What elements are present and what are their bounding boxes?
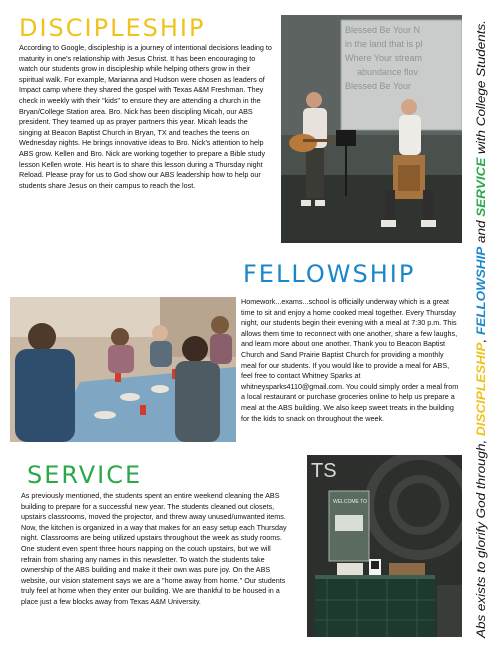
- wall-letters: TS: [311, 460, 337, 482]
- worship-photo-art: [281, 15, 462, 243]
- service-paragraph: As previously mentioned, the students spent an entire weekend cleaning the ABS building to prepare for a successful new year. The students cleaned out closets, upstairs classrooms, moved the projector, and threw away unused/unwanted items. Now, the kitchen is organized in a way that makes for an easy setup each Thursday night. Classrooms are being utilized upstairs throughout the week as study rooms. One student even spent three hours napping on the couch upstairs, but we will refrain from sharing any names in this newsletter. To watch the students take ownership of the ABS building and make it their own was pure joy. On the ABS website, our vision statement says we are a "home away from home." Our students truly feel at home when they enter our building. We are thankful to be housed in a place just a few blocks away from Texas A&M University.: [21, 491, 287, 606]
- meal-photo: [10, 297, 236, 442]
- projected-line: abundance flov: [357, 67, 419, 77]
- building-photo: [307, 455, 462, 637]
- motto-part1: Abs exists to glorify God through,: [474, 458, 488, 638]
- discipleship-heading: DISCIPLESHIP: [19, 14, 206, 42]
- motto-fellowship: FELLOWSHIP: [474, 255, 488, 335]
- fellowship-paragraph: Homework...exams...school is officially underway which is a great time to sit and enjoy a home cooked meal together. Every Thursday night, our students begin their evening with a meal at 7:30 p.m. This allows them time to reconnect with one another, share a few laughs, and learn more about one another. Thank you to Beacon Baptist Church and Sand Prairie Baptist Church for providing a monthly meal for our students. If you would like to provide a meal for ABS, feel free to contact Whitney Sparks at whitneysparks4110@gmail.com. You could simply order a meal from a local restaurant or purchase groceries online to help us prepare a meal at the ABS building. We also keep sweet treats in the building for the kids to snack on throughout the week.: [241, 297, 459, 423]
- side-motto: [470, 18, 492, 640]
- motto-sep2: and: [474, 223, 488, 247]
- motto-service: SERVICE: [474, 163, 488, 217]
- motto-discipleship: DISCIPLESHIP: [474, 351, 488, 436]
- meal-photo-art: [10, 297, 236, 442]
- building-photo-art: [307, 455, 462, 637]
- welcome-sign: WELCOME TO: [333, 499, 367, 505]
- motto-sep1: ,: [474, 339, 488, 343]
- discipleship-paragraph: According to Google, discipleship is a journey of intentional decisions leading to maturity in one's relationship with Jesus Christ. It has been encouraging to watch our students grow in discipleship while helping others grow in their spiritual walk. For example, Marianna and Hudson were chosen as leaders of Impact camp where they shared the gospel with Texas A&M Freshman. They check in weekly with their "kids" to ensure they are attending a church in the Bryan/College Station area. Bro. Nick has been discipling Micah, our ABS president. They teamed up as prayer partners this year. Micah leads the singing at Beacon Baptist Church in Bryan, TX and teaches the teens on Wednesday nights. He brings innovative ideas to Bro. Nick's attention to help ABS grow. Kellen and Bro. Nick are working together to prepare a Bible study lesson Kellen wrote. His heart is to share this lesson during a Thursday night Reload. Please pray for us to God show our ABS leadership how to help our students share Jesus on their campus to reach the lost.: [19, 43, 272, 190]
- projected-line: Blessed Be Your N: [345, 25, 421, 35]
- projected-line: in the land that is pl: [345, 39, 423, 49]
- projected-line: Where Your stream: [345, 53, 423, 63]
- motto-part2: with College Students.: [474, 32, 488, 154]
- service-heading: SERVICE: [27, 461, 143, 489]
- worship-photo: [281, 15, 462, 243]
- projected-line: Blessed Be Your: [345, 81, 412, 91]
- side-motto-svg: [470, 18, 492, 640]
- side-motto-text: [474, 20, 488, 639]
- fellowship-heading: FELLOWSHIP: [243, 260, 416, 288]
